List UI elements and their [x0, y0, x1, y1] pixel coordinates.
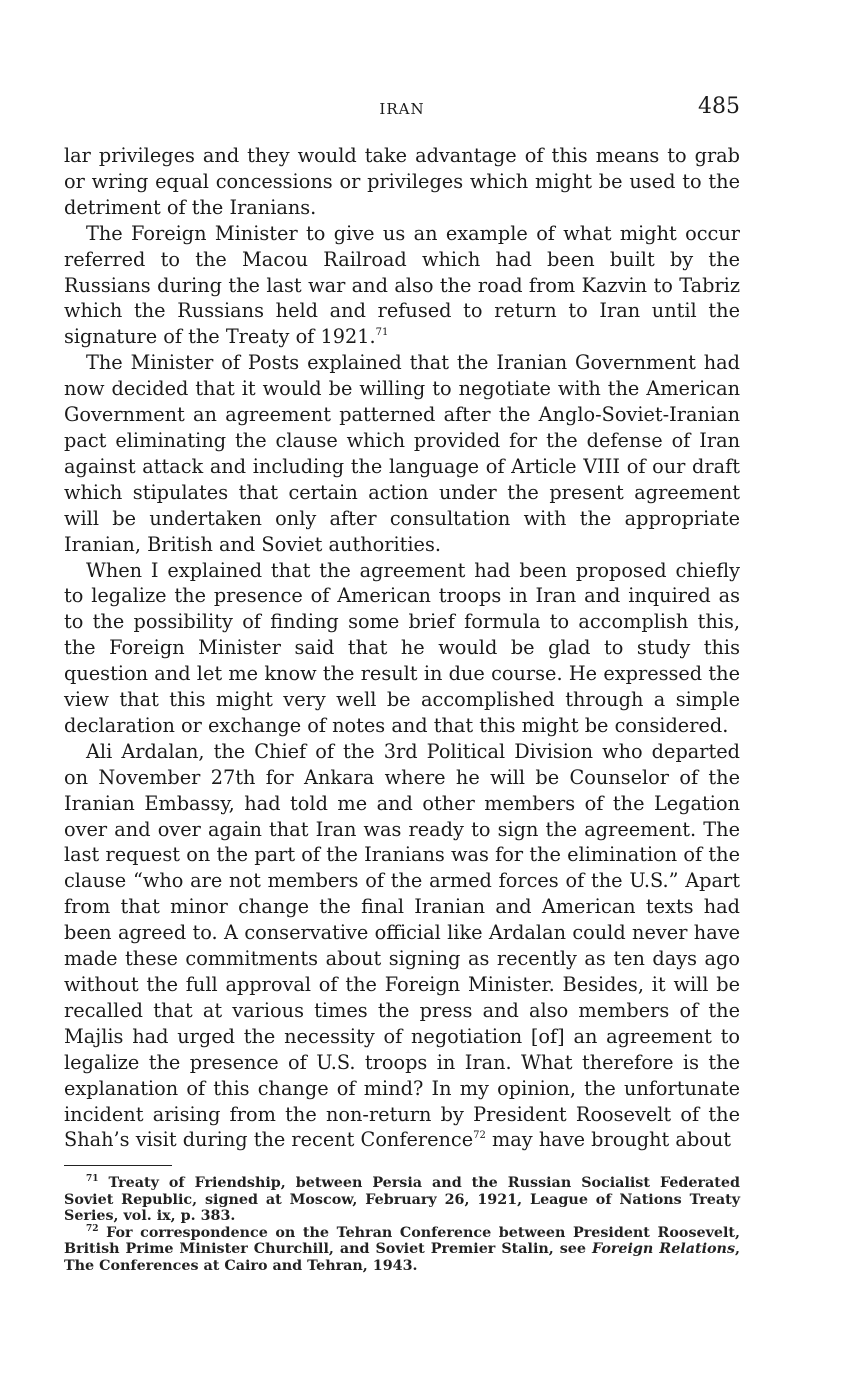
paragraph-5-text: Ali Ardalan, the Chief of the 3rd Political Division who departed on November 27th for Ankara where he will be Counselor of the Iranian Embassy, had told me and other members of the Legation over and over again that Iran was ready to sign the agreement. The last request on the part of the Iranians was for the elimination of the clause “who are not members of the armed forces of the U.S.” Apart from that minor change the final Iranian and American texts had been agreed to. A conservative official like Ardalan could never have made these commitments about signing as recently as ten days ago without the full approval of the Foreign Minister. Besides, it will be recalled that at various times the press and also members of the Majlis had urged the necessity of negotiation [of] an agreement to legalize the presence of U.S. troops in Iran. What therefore is the explanation of this change of mind? In my opinion, the unfortunate incident arising from the non-return by President Roosevelt of the Shah’s visit during the recent Conference	[64, 739, 740, 1152]
paragraph-5	[64, 739, 740, 1154]
footnote-72	[64, 1225, 740, 1275]
footnote-rule	[64, 1165, 172, 1166]
paragraph-4: When I explained that the agreement had been proposed chiefly to legalize the presence of American troops in Iran and inquired as to the possibility of finding some brief formula to accomplish this, the Foreign Minister said that he would be glad to study this question and let me know the result in due course. He expressed the view that this might very well be accomplished through a simple declaration or exchange of notes and that this might be considered.	[64, 558, 740, 737]
footnote-72-italic: Foreign Relations	[591, 1241, 735, 1257]
body-text	[64, 143, 740, 1153]
paragraph-2-text: The Foreign Minister to give us an example of what might occur referred to the Macou Railroad which had been built by the Russians during the last war and also the road from Kazvin to Tabriz which the Russians held and refused to return to Iran until the signature of the Treaty of 1921.	[64, 221, 740, 349]
running-head: IRAN	[379, 100, 425, 118]
footnote-ref-71: 71	[375, 327, 389, 339]
page-header	[64, 96, 740, 126]
footnote-72-tail: , The Conferences at Cairo and Tehran, 1943.	[64, 1241, 740, 1274]
paragraph-2	[64, 221, 740, 351]
footnote-72-mark: 72	[86, 1223, 99, 1234]
page-number: 485	[698, 94, 740, 119]
footnote-71-text: Treaty of Friendship, between Persia and the Russian Socialist Federated Soviet Republic, signed at Moscow, February 26, 1921, League of Nations Treaty Series, vol. ix, p. 383.	[64, 1175, 740, 1224]
paragraph-1: lar privileges and they would take advantage of this means to grab or wring equal concessions or privileges which might be used to the detriment of the Iranians.	[64, 144, 740, 219]
footnote-ref-72: 72	[473, 1130, 486, 1142]
footnote-72-text: For correspondence on the Tehran Conference between President Roosevelt, British Prime Minister Churchill, and Soviet Premier Stalin, see	[64, 1224, 741, 1257]
footnotes	[64, 1175, 740, 1274]
footnote-71	[64, 1175, 740, 1225]
paragraph-5-tail: may have brought about	[485, 1128, 732, 1152]
paragraph-3: The Minister of Posts explained that the Iranian Government had now decided that it would be willing to negotiate with the American Government an agreement patterned after the Anglo-Soviet-Iranian pact eliminating the clause which provided for the defense of Iran against attack and including the language of Article VIII of our draft which stipulates that certain action under the present agreement will be undertaken only after consultation with the appropriate Iranian, British and Soviet authorities.	[64, 351, 740, 556]
footnote-71-mark: 71	[86, 1174, 99, 1184]
